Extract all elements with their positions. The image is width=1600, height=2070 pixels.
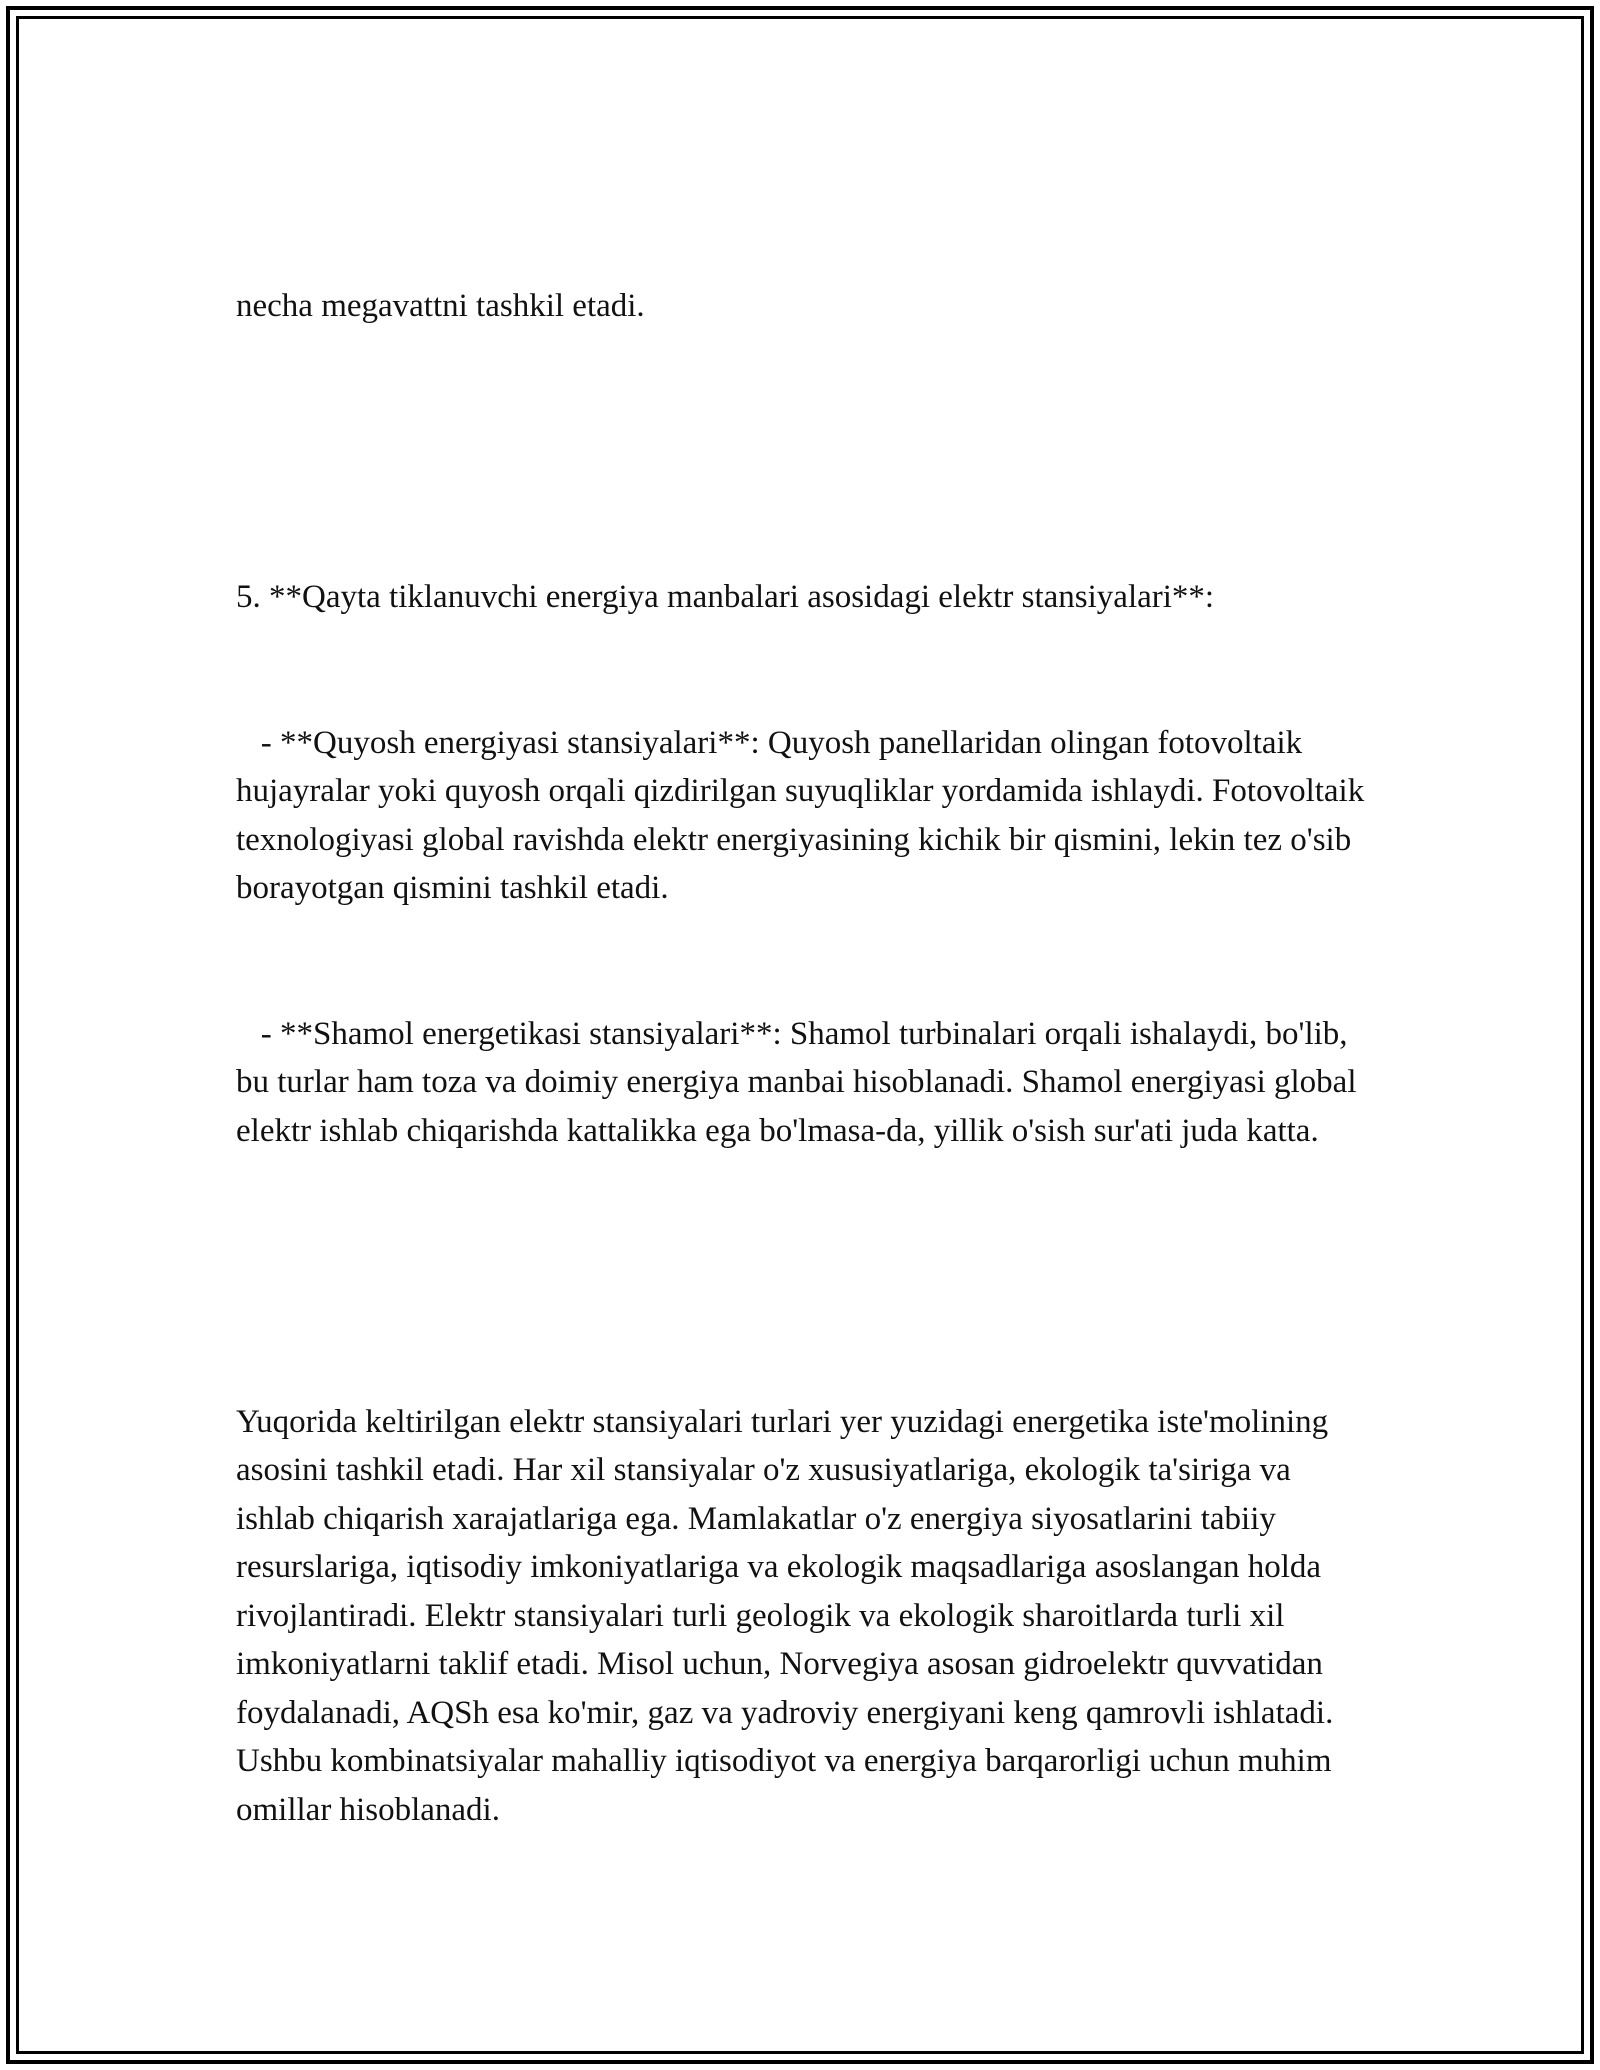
paragraph-continuation: necha megavattni tashkil etadi. [236, 288, 645, 324]
blank-line [236, 1252, 1366, 1301]
list-item-heading: 5. **Qayta tiklanuvchi energiya manbalari asosidagi elektr stansiyalari**: [236, 579, 1215, 615]
list-subitem-solar: - **Quyosh energiyasi stansiyalari**: Quyosh panellaridan olingan fotovoltaik hujayralar yoki quyosh orqali qizdirilgan suyuqliklar yordamida ishlaydi. Fotovoltaik texnologiyasi global ravishda elektr energiyasining kichik bir qismini, lekin tez o'sib borayotgan qismini tashkil etadi. [236, 724, 1373, 906]
blank-line [236, 428, 1366, 477]
document-body [236, 185, 1373, 1883]
list-subitem-wind: - **Shamol energetikasi stansiyalari**: Shamol turbinalari orqali ishalaydi, bo'lib, bu turlar ham toza va doimiy energiya manbai hisoblanadi. Shamol energiyasi global elektr ishlab chiqarishda kattalikka ega bo'lmasa-da, yillik o'sish sur'ati juda katta. [236, 1015, 1365, 1149]
paragraph-summary: Yuqorida keltirilgan elektr stansiyalari turlari yer yuzidagi energetika iste'molining asosini tashkil etadi. Har xil stansiyalar o'z xususiyatlariga, ekologik ta'siriga va ishlab chiqarish xarajatlariga ega. Mamlakatlar o'z energiya siyosatlarini tabiiy resurslariga, iqtisodiy imkoniyatlariga va ekologik maqsadlariga asoslangan holda rivojlantiradi. Elektr stansiyalari turli geologik va ekologik sharoitlarda turli xil imkoniyatlarni taklif etadi. Misol uchun, Norvegiya asosan gidroelektr quvvatidan foydalanadi, AQSh esa ko'mir, gaz va yadroviy energiyani keng qamrovli ishlatadi. Ushbu kombinatsiyalar mahalliy iqtisodiyot va energiya barqarorligi uchun muhim omillar hisoblanadi. [236, 1403, 1342, 1828]
